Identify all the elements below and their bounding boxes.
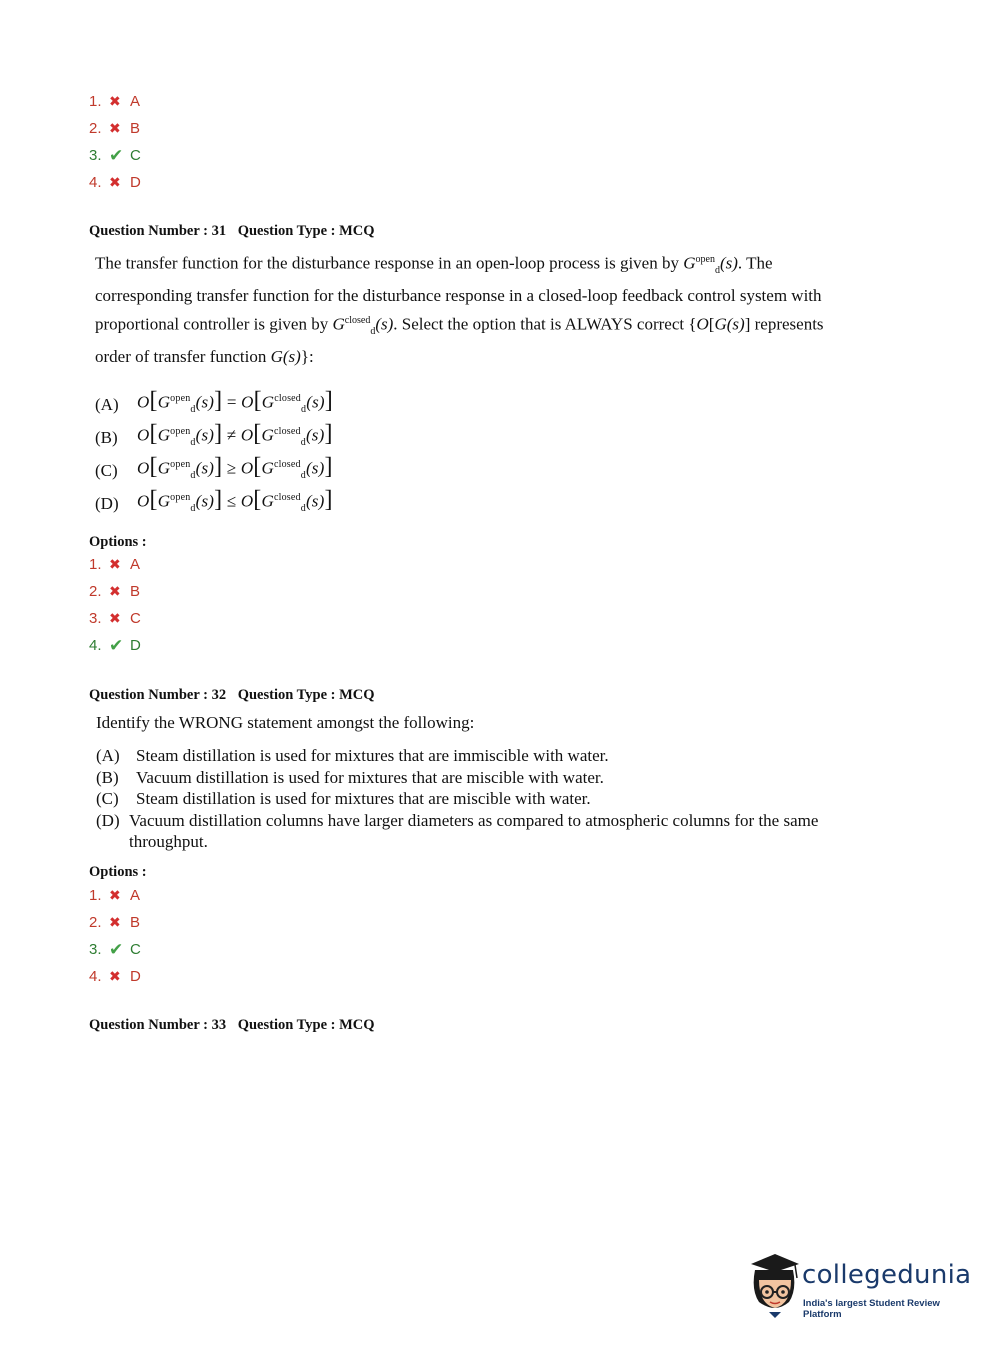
check-icon: ✔ xyxy=(109,636,124,655)
option-number: 2. xyxy=(89,583,102,600)
q31-text: The transfer function for the disturbance response in an open-loop process is given by $G^{open}_d(s)$. The corresponding transfer function for the disturbance response in a closed-loop feedback control system with proportional controller is given by $G^{closed}_d(s)$. Select the option that is ALWAYS correct {O[G(s)] represents order of transfer function G(s)}: xyxy=(95,253,824,367)
option-number: 2. xyxy=(89,120,102,137)
symbol-G: G xyxy=(683,253,696,273)
symbol-G: G xyxy=(261,393,275,413)
equation-label: (C) xyxy=(95,461,118,480)
sub-d: d xyxy=(300,437,306,449)
statement-label: (C) xyxy=(96,789,119,808)
sup-label: open xyxy=(170,492,191,504)
symbol-s: (s) xyxy=(195,393,215,413)
symbol-G: G xyxy=(157,426,171,446)
sup-label: closed xyxy=(273,459,301,471)
option-letter: D xyxy=(130,174,141,191)
equation-label: (A) xyxy=(95,395,119,414)
option-number: 4. xyxy=(89,174,102,191)
option-letter: A xyxy=(130,93,141,110)
symbol-s: (s) xyxy=(305,492,325,512)
statement-a xyxy=(96,745,836,767)
option-4 xyxy=(89,632,141,659)
symbol-s: (s) xyxy=(282,347,301,367)
option-letter: B xyxy=(130,120,141,137)
option-letter: C xyxy=(130,610,141,627)
cross-icon: ✖ xyxy=(109,914,121,930)
check-icon: ✔ xyxy=(109,940,124,959)
option-number: 4. xyxy=(89,968,102,985)
symbol-O: O xyxy=(696,314,709,334)
symbol-G: G xyxy=(332,314,345,334)
sup-label: closed xyxy=(273,426,301,438)
cross-icon: ✖ xyxy=(109,93,121,109)
symbol-s: (s) xyxy=(195,459,215,479)
statement-label: (B) xyxy=(96,767,119,787)
equation-operator: = xyxy=(226,393,237,413)
sup-label: closed xyxy=(274,393,301,405)
symbol-s: (s) xyxy=(375,314,394,334)
symbol-s: (s) xyxy=(726,314,745,334)
equation-operator: ≠ xyxy=(226,426,237,446)
sup-label: open xyxy=(170,426,191,438)
symbol-G: G xyxy=(261,426,274,446)
cross-icon: ✖ xyxy=(109,174,121,190)
option-letter: D xyxy=(130,637,141,654)
equation-expression: $O[G^{open}_d(s)] \le O[G^{closed}_d(s)]$ xyxy=(137,487,333,515)
symbol-G: G xyxy=(714,314,727,334)
sup-open: open xyxy=(695,254,715,265)
symbol-s: (s) xyxy=(305,459,325,479)
statement-c xyxy=(96,788,836,810)
q31-text-part2: The corresponding transfer function for the disturbance response in a closed-loop feedback control system with proportional controller is given by xyxy=(95,253,822,334)
option-number: 3. xyxy=(89,941,102,958)
option-3 xyxy=(89,605,141,632)
symbol-s: (s) xyxy=(719,253,738,273)
symbol-G: G xyxy=(157,459,171,479)
option-letter: B xyxy=(130,914,141,931)
sub-d: d xyxy=(300,470,306,482)
equation-expression: $O[G^{open}_d(s)] = O[G^{closed}_d(s)]$ xyxy=(137,388,333,416)
q32-statements xyxy=(96,745,836,853)
q31-text-part5: }: xyxy=(300,347,314,367)
sub-d: d xyxy=(301,404,307,416)
symbol-O: O xyxy=(137,459,150,479)
option-2 xyxy=(89,909,141,936)
statement-d xyxy=(96,810,836,853)
option-1 xyxy=(89,551,141,578)
question-number: Question Number : 32 xyxy=(89,687,227,703)
check-icon: ✔ xyxy=(109,146,124,165)
option-letter: C xyxy=(130,147,141,164)
symbol-O: O xyxy=(240,426,254,446)
equation-expression: $O[G^{open}_d(s)] \ge O[G^{closed}_d(s)]$ xyxy=(137,454,333,482)
equation-operator: ≤ xyxy=(226,492,237,512)
options-label: Options : xyxy=(89,864,147,880)
option-4 xyxy=(89,963,141,990)
cross-icon: ✖ xyxy=(109,610,121,626)
question-number: Question Number : 31 xyxy=(89,223,227,239)
q31-text-part3: . Select the option that is ALWAYS correct { xyxy=(393,314,697,334)
option-number: 1. xyxy=(89,556,102,573)
sub-d: d xyxy=(370,326,376,338)
sup-label: open xyxy=(170,393,191,405)
sup-closed: closed xyxy=(344,315,371,327)
option-2 xyxy=(89,115,141,142)
q32-text: Identify the WRONG statement amongst the following: xyxy=(96,713,475,732)
statement-label: (D) xyxy=(96,810,120,830)
cross-icon: ✖ xyxy=(109,583,121,599)
cross-icon: ✖ xyxy=(109,556,121,572)
option-number: 1. xyxy=(89,93,102,110)
brand-tagline: India's largest Student Review Platform xyxy=(803,1298,940,1320)
equation-label: (B) xyxy=(95,428,118,447)
q33-header xyxy=(89,1017,375,1034)
symbol-s: (s) xyxy=(195,426,215,446)
option-4 xyxy=(89,169,141,196)
symbol-G: G xyxy=(157,393,171,413)
sup-label: open xyxy=(170,459,191,471)
symbol-s: (s) xyxy=(305,426,325,446)
symbol-O: O xyxy=(137,426,150,446)
statement-text: Vacuum distillation columns have larger diameters as compared to atmospheric columns for the same throughput. xyxy=(129,810,819,851)
statement-text: Vacuum distillation is used for mixtures that are miscible with water. xyxy=(136,767,604,787)
q30-options xyxy=(89,88,141,196)
sub-d: d xyxy=(190,437,196,449)
symbol-G: G xyxy=(261,459,274,479)
sub-d: d xyxy=(190,404,196,416)
statement-text: Steam distillation is used for mixtures that are miscible with water. xyxy=(136,789,591,808)
symbol-O: O xyxy=(240,459,254,479)
equation-expression: $O[G^{open}_d(s)] \ne O[G^{closed}_d(s)]$ xyxy=(137,421,333,449)
question-number: Question Number : 33 xyxy=(89,1017,227,1033)
question-type: Question Type : MCQ xyxy=(237,1017,375,1033)
option-3 xyxy=(89,142,141,169)
question-type: Question Type : MCQ xyxy=(237,223,375,239)
cross-icon: ✖ xyxy=(109,120,121,136)
statement-b xyxy=(96,767,836,789)
symbol-O: O xyxy=(241,393,254,413)
q31-text-part1: The transfer function for the disturbance response in an open-loop process is given by xyxy=(95,253,684,273)
q31-equations xyxy=(95,388,333,520)
option-letter: A xyxy=(130,556,141,573)
option-number: 1. xyxy=(89,887,102,904)
option-3 xyxy=(89,936,141,963)
option-letter: D xyxy=(130,968,141,985)
equation-row xyxy=(95,487,333,520)
option-1 xyxy=(89,882,141,909)
mascot-icon xyxy=(745,1250,805,1320)
cross-icon: ✖ xyxy=(109,968,121,984)
options-label: Options : xyxy=(89,534,147,550)
statement-text: Steam distillation is used for mixtures that are immiscible with water. xyxy=(136,746,609,765)
option-letter: A xyxy=(130,887,141,904)
symbol-O: O xyxy=(240,492,254,512)
sub-d: d xyxy=(300,503,306,515)
option-number: 4. xyxy=(89,637,102,654)
cross-icon: ✖ xyxy=(109,887,121,903)
q31-options xyxy=(89,551,141,659)
symbol-O: O xyxy=(137,492,150,512)
symbol-s: (s) xyxy=(195,492,215,512)
symbol-G: G xyxy=(157,492,171,512)
q32-header xyxy=(89,687,375,704)
symbol-G: G xyxy=(270,347,283,367)
option-2 xyxy=(89,578,141,605)
symbol-G: G xyxy=(261,492,274,512)
sup-label: closed xyxy=(273,492,301,504)
equation-operator: ≥ xyxy=(226,459,237,479)
equation-label: (D) xyxy=(95,494,119,513)
symbol-s: (s) xyxy=(306,393,325,413)
statement-label: (A) xyxy=(96,746,120,765)
sub-d: d xyxy=(190,503,196,515)
q31-text-part4: represents order of transfer function xyxy=(95,314,824,367)
symbol-O: O xyxy=(137,393,150,413)
option-number: 3. xyxy=(89,147,102,164)
q32-options xyxy=(89,882,141,990)
brand-name: collegedunia xyxy=(802,1260,972,1290)
option-1 xyxy=(89,88,141,115)
sub-d: d xyxy=(714,265,720,277)
option-number: 3. xyxy=(89,610,102,627)
question-type: Question Type : MCQ xyxy=(237,687,375,703)
brand-logo[interactable] xyxy=(745,1250,975,1320)
option-number: 2. xyxy=(89,914,102,931)
option-letter: C xyxy=(130,941,141,958)
q31-header xyxy=(89,223,375,240)
sub-d: d xyxy=(190,470,196,482)
option-letter: B xyxy=(130,583,141,600)
